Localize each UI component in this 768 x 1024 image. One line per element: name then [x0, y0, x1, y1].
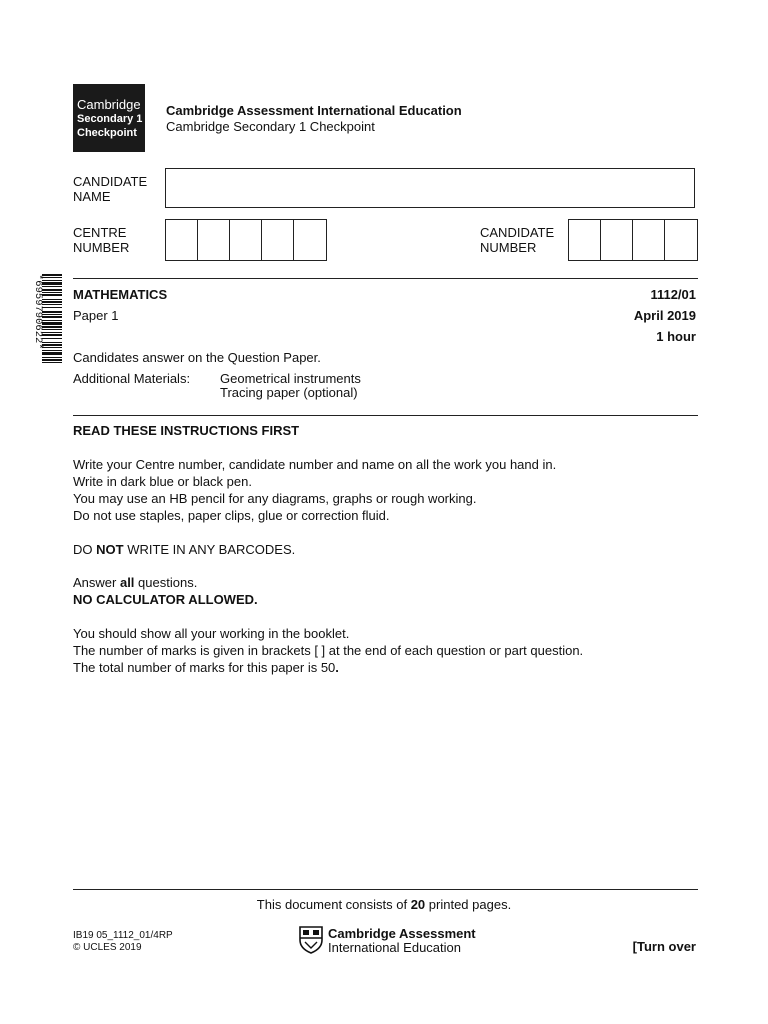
- barcode-bar: [42, 301, 62, 303]
- footer-ref-code: IB19 05_1112_01/4RP: [73, 930, 173, 941]
- barcode-bar: [42, 299, 62, 300]
- barcode-bar: [42, 289, 62, 291]
- centre-number-cell[interactable]: [198, 220, 230, 260]
- footer-copyright: © UCLES 2019: [73, 942, 142, 953]
- answer-all-line: [73, 575, 197, 590]
- barcode-graphic: [28, 272, 64, 412]
- page-count-post: printed pages.: [425, 897, 512, 912]
- barcode-warning-post: WRITE IN ANY BARCODES.: [123, 542, 296, 557]
- barcode-bar: [42, 311, 62, 313]
- barcode-bar: [42, 307, 62, 308]
- candidate-number-cell[interactable]: [569, 220, 601, 260]
- barcode-bar: [42, 286, 62, 287]
- cambridge-crest-icon: [299, 926, 323, 954]
- centre-number-cell[interactable]: [262, 220, 294, 260]
- barcode-bar: [42, 347, 62, 348]
- paper-code: 1112/01: [650, 287, 696, 302]
- barcode-warning-pre: DO: [73, 542, 97, 557]
- barcode-bar: [42, 344, 62, 346]
- instruction-line: Do not use staples, paper clips, glue or correction fluid.: [73, 508, 390, 523]
- total-marks-text: The total number of marks for this paper is 50: [73, 660, 336, 675]
- barcode-bar: [42, 350, 62, 351]
- barcode-bar: [42, 292, 62, 293]
- barcode-bar: [42, 342, 62, 343]
- footer-reference: [73, 930, 173, 954]
- checkpoint-logo: [73, 84, 145, 152]
- additional-materials-label: Additional Materials:: [73, 371, 191, 386]
- barcode-text: *6959790622*: [32, 274, 44, 350]
- barcode-bar: [42, 362, 62, 363]
- barcode-bar: [42, 334, 62, 336]
- candidate-number-label-line2: NUMBER: [480, 240, 537, 255]
- candidate-name-label: [73, 174, 147, 204]
- barcode-bar: [42, 352, 62, 355]
- total-marks: [73, 660, 339, 675]
- candidate-number-boxes[interactable]: [568, 219, 698, 261]
- barcode-bar: [42, 282, 62, 285]
- barcode-bar: [42, 277, 62, 278]
- barcode-bar: [42, 314, 62, 315]
- logo-line-2: Secondary 1: [77, 112, 143, 125]
- centre-number-cell[interactable]: [230, 220, 262, 260]
- candidate-number-label: [480, 225, 554, 255]
- answer-post: questions.: [134, 575, 198, 590]
- centre-number-cell[interactable]: [166, 220, 198, 260]
- marks-brackets: The number of marks is given in brackets [ ] at the end of each question or part question.: [73, 643, 584, 658]
- page-count-number: 20: [410, 897, 426, 912]
- candidate-number-cell[interactable]: [601, 220, 633, 260]
- instruction-line: You may use an HB pencil for any diagrams, graphs or rough working.: [73, 491, 477, 506]
- candidate-name-label-line2: NAME: [73, 189, 111, 204]
- barcode-bar: [42, 294, 62, 296]
- page-count-pre: This document consists of: [256, 897, 411, 912]
- instruction-line: Write your Centre number, candidate number and name on all the work you hand in.: [73, 457, 557, 472]
- divider-middle: [73, 415, 698, 416]
- candidate-name-label-line1: CANDIDATE: [73, 174, 148, 189]
- instruction-line: Write in dark blue or black pen.: [73, 474, 252, 489]
- total-marks-period: .: [335, 660, 339, 675]
- barcode-warning-not: NOT: [96, 542, 124, 557]
- centre-number-label: [73, 225, 129, 255]
- logo-line-1: Cambridge: [77, 96, 141, 112]
- candidate-name-field[interactable]: [165, 168, 695, 208]
- header-title: Cambridge Assessment International Education: [166, 103, 462, 118]
- barcode-bar: [42, 274, 62, 276]
- exam-duration: 1 hour: [656, 329, 696, 344]
- show-working: You should show all your working in the booklet.: [73, 626, 350, 641]
- barcode-bar: [42, 332, 62, 333]
- answer-all: all: [119, 575, 135, 590]
- header-subtitle: Cambridge Secondary 1 Checkpoint: [166, 119, 375, 134]
- barcode-bar: [42, 316, 62, 318]
- footer-org-line2: International Education: [328, 940, 461, 955]
- barcode-bar: [42, 320, 62, 321]
- barcode-bar: [42, 326, 62, 328]
- logo-line-3: Checkpoint: [77, 126, 137, 139]
- subject-title: MATHEMATICS: [73, 287, 168, 302]
- barcode-bar: [42, 322, 62, 325]
- page-count: [0, 897, 768, 912]
- barcode-bar: [42, 304, 62, 305]
- barcode-bar: [42, 329, 62, 330]
- divider-footer: [73, 889, 698, 890]
- paper-number: Paper 1: [73, 308, 119, 323]
- centre-number-cell[interactable]: [294, 220, 326, 260]
- barcode-warning: [73, 542, 295, 557]
- barcode-bar: [42, 357, 62, 358]
- instructions-heading: READ THESE INSTRUCTIONS FIRST: [73, 423, 300, 438]
- candidate-number-label-line1: CANDIDATE: [480, 225, 555, 240]
- answer-on-paper: Candidates answer on the Question Paper.: [73, 350, 321, 365]
- barcode-bar: [42, 280, 62, 281]
- centre-number-label-line2: NUMBER: [73, 240, 130, 255]
- centre-number-boxes[interactable]: [165, 219, 327, 261]
- material-item-1: Geometrical instruments: [220, 371, 361, 386]
- turn-over: [Turn over: [632, 939, 696, 954]
- barcode-bar: [42, 338, 62, 339]
- divider-top: [73, 278, 698, 279]
- candidate-number-cell[interactable]: [633, 220, 665, 260]
- barcode-bars: [42, 274, 62, 363]
- answer-pre: Answer: [73, 575, 120, 590]
- no-calculator: NO CALCULATOR ALLOWED.: [73, 592, 258, 607]
- barcode-bar: [42, 359, 62, 361]
- exam-date: April 2019: [633, 308, 696, 323]
- centre-number-label-line1: CENTRE: [73, 225, 127, 240]
- candidate-number-cell[interactable]: [665, 220, 697, 260]
- footer-org-line1: Cambridge Assessment: [328, 926, 476, 941]
- material-item-2: Tracing paper (optional): [220, 385, 358, 400]
